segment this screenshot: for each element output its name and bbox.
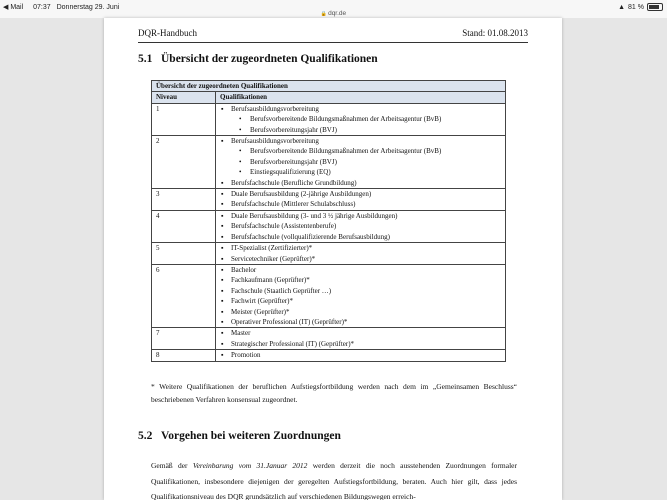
qualifications-cell bbox=[216, 350, 506, 361]
list-item: ▪ Servicetechniker (Geprüfter)* bbox=[220, 254, 501, 264]
status-bar bbox=[0, 0, 667, 18]
header-title: DQR-Handbuch bbox=[138, 28, 197, 38]
list-item: ▪ Fachschule (Staatlich Geprüfter …) bbox=[220, 286, 501, 296]
section-number: 5.2 bbox=[138, 430, 153, 442]
list-item: ▪ Master bbox=[220, 328, 501, 338]
table-row bbox=[152, 189, 506, 211]
lock-icon: 🔒 bbox=[320, 11, 328, 17]
list-item: ▪ Operativer Professional (IT) (Geprüfter)* bbox=[220, 317, 501, 327]
list-item: ▪ Berufsfachschule (Mittlerer Schulabschluss) bbox=[220, 199, 501, 209]
wifi-icon: ▲ bbox=[618, 3, 626, 11]
body-paragraph bbox=[151, 458, 517, 500]
table-header-row bbox=[152, 92, 506, 103]
section-title: Vorgehen bei weiteren Zuordnungen bbox=[161, 430, 341, 442]
battery-percent: 81 % bbox=[628, 3, 644, 11]
niveau-cell: 5 bbox=[152, 243, 216, 265]
list-item: ▪ Duale Berufsausbildung (2-jährige Ausbildungen) bbox=[220, 189, 501, 199]
sub-list-item: • Berufsvorbereitende Bildungsmaßnahmen der Arbeitsagentur (BvB) bbox=[220, 114, 501, 124]
list-item: ▪ Berufsfachschule (Assistentenberufe) bbox=[220, 221, 501, 231]
niveau-cell: 7 bbox=[152, 328, 216, 350]
list-item: ▪ Duale Berufsausbildung (3- und 3 ½ jährige Ausbildungen) bbox=[220, 211, 501, 221]
section-number: 5.1 bbox=[138, 53, 153, 65]
header-date: Stand: 01.08.2013 bbox=[462, 28, 528, 38]
section-heading-5-2 bbox=[138, 430, 341, 442]
sub-list-item: • Berufsvorbereitungsjahr (BVJ) bbox=[220, 125, 501, 135]
niveau-cell: 3 bbox=[152, 189, 216, 211]
table-caption: Übersicht der zugeordneten Qualifikationen bbox=[152, 81, 506, 92]
table-row bbox=[152, 328, 506, 350]
list-item: ▪ Meister (Geprüfter)* bbox=[220, 307, 501, 317]
list-item: ▪ Strategischer Professional (IT) (Geprüfter)* bbox=[220, 339, 501, 349]
sub-list-item: • Berufsvorbereitende Bildungsmaßnahmen der Arbeitsagentur (BvB) bbox=[220, 146, 501, 156]
table-row bbox=[152, 103, 506, 135]
list-item: ▪ Berufsfachschule (Berufliche Grundbildung) bbox=[220, 178, 501, 188]
qualifications-cell bbox=[216, 264, 506, 327]
battery-fill bbox=[649, 5, 659, 9]
footnote: * Weitere Qualifikationen der beruflichen Aufstiegsfortbildung werden nach dem im „Gemeinsamen Beschluss“ beschriebenen Verfahren konsensual zugeordnet. bbox=[151, 382, 517, 404]
niveau-cell: 6 bbox=[152, 264, 216, 327]
paragraph-prefix: Gemäß der bbox=[151, 461, 193, 470]
section-title: Übersicht der zugeordneten Qualifikationen bbox=[161, 53, 378, 65]
qualifications-cell bbox=[216, 136, 506, 189]
table-caption-row bbox=[152, 81, 506, 92]
sub-list-item: • Berufsvorbereitungsjahr (BVJ) bbox=[220, 157, 501, 167]
qualifications-cell bbox=[216, 189, 506, 211]
back-app-label: Mail bbox=[10, 4, 24, 11]
table-row bbox=[152, 243, 506, 265]
paragraph-italic-link: Vereinbarung vom 31.Januar 2012 bbox=[192, 461, 308, 470]
table-row bbox=[152, 264, 506, 327]
list-item: ▪ Berufsausbildungsvorbereitung bbox=[220, 136, 501, 146]
document-page bbox=[104, 18, 562, 500]
document-header bbox=[138, 28, 528, 43]
status-date: Donnerstag 29. Juni bbox=[56, 4, 120, 11]
status-time: 07:37 bbox=[33, 4, 51, 11]
table-body bbox=[152, 103, 506, 361]
table-row bbox=[152, 136, 506, 189]
list-item: ▪ Berufsausbildungsvorbereitung bbox=[220, 104, 501, 114]
section-heading-5-1 bbox=[138, 53, 378, 65]
list-item: ▪ Bachelor bbox=[220, 265, 501, 275]
table-row bbox=[152, 210, 506, 242]
qualifications-cell bbox=[216, 328, 506, 350]
niveau-cell: 2 bbox=[152, 136, 216, 189]
list-item: ▪ Fachkaufmann (Geprüfter)* bbox=[220, 275, 501, 285]
column-header-qualifikationen: Qualifikationen bbox=[216, 92, 506, 103]
column-header-niveau: Niveau bbox=[152, 92, 216, 103]
table-row bbox=[152, 350, 506, 361]
niveau-cell: 1 bbox=[152, 103, 216, 135]
qualifications-cell bbox=[216, 243, 506, 265]
niveau-cell: 8 bbox=[152, 350, 216, 361]
qualifications-cell bbox=[216, 210, 506, 242]
sub-list-item: • Einstiegsqualifizierung (EQ) bbox=[220, 167, 501, 177]
paragraph-suffix: werden derzeit die noch ausstehenden Zuordnungen formaler Qualifikationen, insbesondere diejenigen der geregelten Aufstiegsfortbildung, beraten. Auch hier gilt, dass jedes Qualifikationsniveau des DQR grundsätzlich auf verschiedenen Bildungswegen erreich- bbox=[151, 461, 517, 500]
qualifications-table bbox=[151, 80, 506, 362]
list-item: ▪ Berufsfachschule (vollqualifizierende Berufsausbildung) bbox=[220, 232, 501, 242]
back-to-mail-link[interactable]: ◀ Mail bbox=[3, 4, 24, 11]
list-item: ▪ Promotion bbox=[220, 350, 501, 360]
list-item: ▪ Fachwirt (Geprüfter)* bbox=[220, 296, 501, 306]
url-text: dqr.de bbox=[328, 10, 347, 17]
qualifications-cell bbox=[216, 103, 506, 135]
url-bar[interactable] bbox=[0, 10, 667, 17]
niveau-cell: 4 bbox=[152, 210, 216, 242]
list-item: ▪ IT-Spezialist (Zertifizierter)* bbox=[220, 243, 501, 253]
